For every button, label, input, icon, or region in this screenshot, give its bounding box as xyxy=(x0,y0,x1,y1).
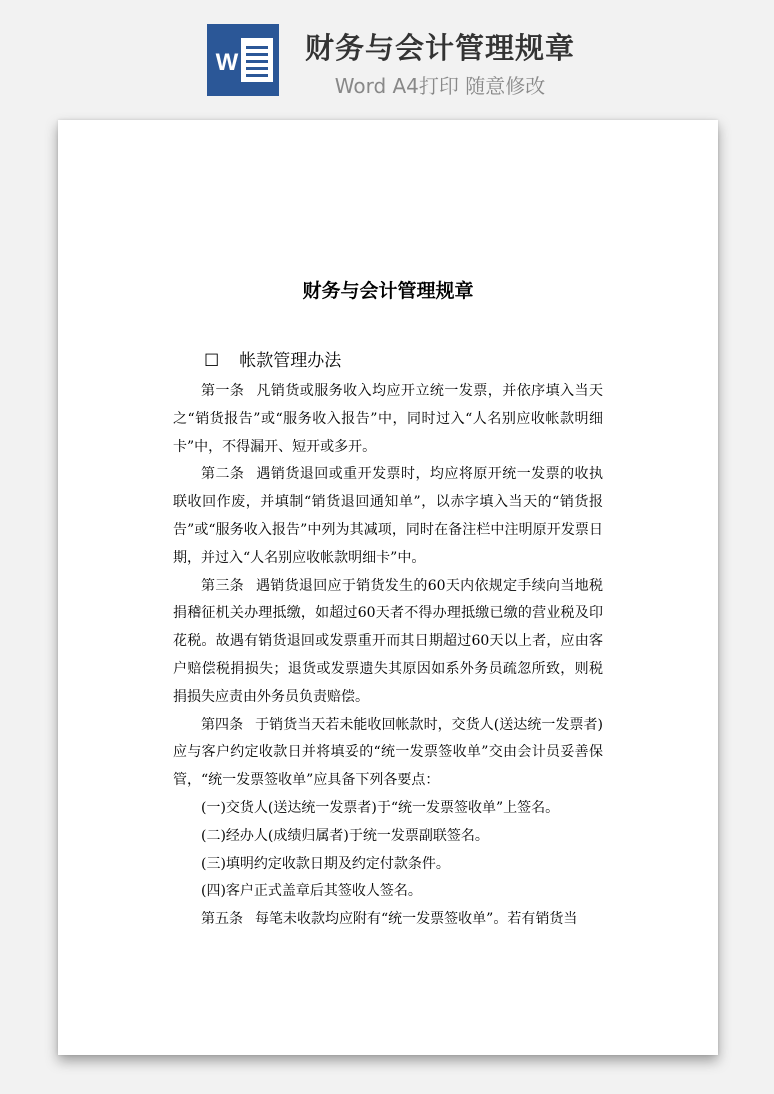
list-item xyxy=(173,795,603,823)
paragraph xyxy=(173,573,603,712)
list-item-text: (三)填明约定收款日期及约定付款条件。 xyxy=(201,855,450,872)
paragraph xyxy=(173,461,603,572)
document-body xyxy=(173,378,603,934)
checkbox-icon: ☐ xyxy=(204,351,220,371)
clause-label: 第二条 xyxy=(201,466,245,483)
document-page xyxy=(58,120,718,1055)
section-heading-label: 帐款管理办法 xyxy=(239,351,342,371)
paragraph xyxy=(173,712,603,795)
clause-text: 凡销货或服务收入均应开立统一发票，并依序填入当天之“销货报告”或“服务收入报告”中，同时过入“人名别应收帐款明细卡”中，不得漏开、短开或多开。 xyxy=(173,383,604,455)
list-item-text: (四)客户正式盖章后其签收人签名。 xyxy=(201,883,422,900)
word-icon-letter: W xyxy=(215,49,239,76)
clause-label: 第四条 xyxy=(201,716,244,733)
list-item-text: (一)交货人(送达统一发票者)于“统一发票签收单”上签名。 xyxy=(201,799,560,816)
paragraph xyxy=(173,906,603,934)
clause-text: 每笔未收款均应附有“统一发票签收单”。若有销货当 xyxy=(255,911,578,928)
banner-subtitle: Word A4打印 随意修改 xyxy=(334,74,546,98)
clause-label: 第三条 xyxy=(201,577,244,594)
word-icon xyxy=(207,24,279,96)
clause-text: 遇销货退回或重开发票时，均应将原开统一发票的收执联收回作废，并填制“销货退回通知单”，以赤字填入当天的“销货报告”或“服务收入报告”中列为其减项，同时在备注栏中注明原开发票日期，并过入“人名别应收帐款明细卡”中。 xyxy=(173,466,604,566)
paragraph xyxy=(173,378,603,461)
list-item xyxy=(173,823,603,851)
clause-label: 第五条 xyxy=(201,911,243,928)
clause-label: 第一条 xyxy=(201,383,245,399)
list-item xyxy=(173,878,603,906)
section-heading xyxy=(204,346,604,371)
banner-title: 财务与会计管理规章 xyxy=(304,31,575,65)
clause-text: 于销货当天若未能收回帐款时，交货人(送达统一发票者)应与客户约定收款日并将填妥的“统一发票签收单”交由会计员妥善保管，“统一发票签收单”应具备下列各要点： xyxy=(173,716,603,789)
list-item xyxy=(173,851,603,879)
clause-text: 遇销货退回应于销货发生的60天内依规定手续向当地税捐稽征机关办理抵缴，如超过60天者不得办理抵缴已缴的营业税及印花税。故遇有销货退回或发票重开而其日期超过60天以上者，应由客户赔偿税捐损失；退货或发票遗失其原因如系外务员疏忽所致，则税捐损失应责由外务员负责赔偿。 xyxy=(173,577,603,705)
list-item-text: (二)经办人(成绩归属者)于统一发票副联签名。 xyxy=(201,827,489,844)
template-banner xyxy=(0,0,774,110)
document-title: 财务与会计管理规章 xyxy=(302,280,474,302)
